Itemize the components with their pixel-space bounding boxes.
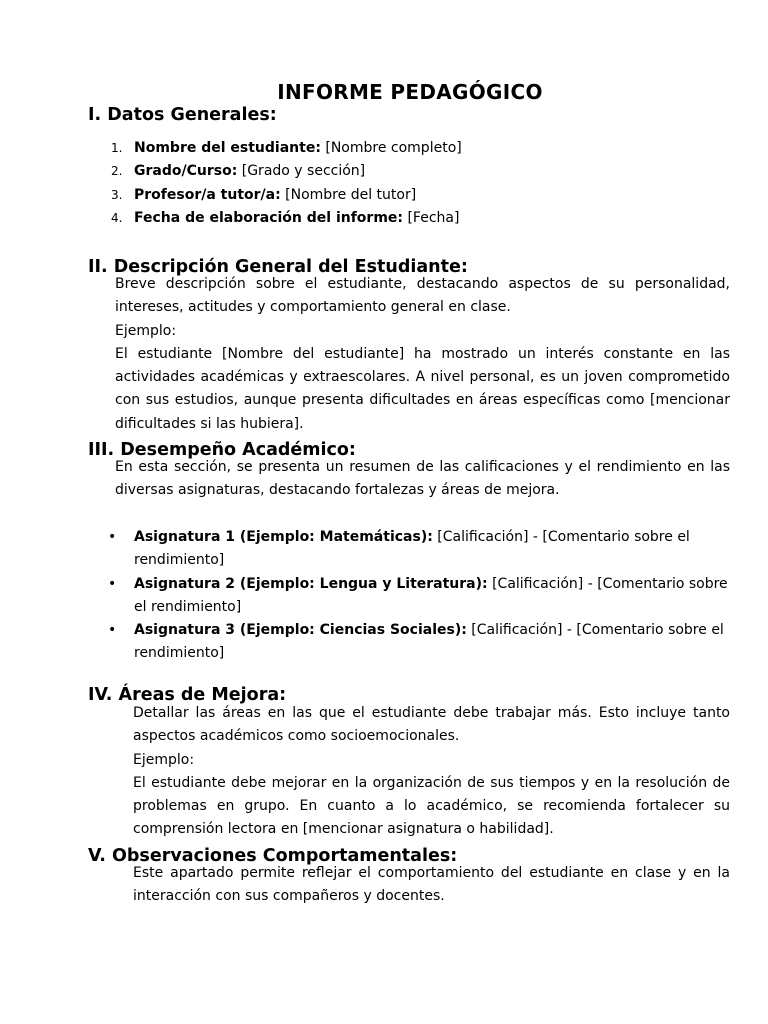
section-intro-paragraph: En esta sección, se presenta un resumen de las calificaciones y el rendimiento en las diversas asignaturas, destacando fortalezas y áreas de mejora. bbox=[115, 459, 730, 499]
bullet-icon: • bbox=[108, 529, 117, 545]
list-item bbox=[96, 526, 730, 573]
subject-value: [Calificación] - [Comentario sobre el rendimiento] bbox=[134, 622, 724, 662]
list-number: 4. bbox=[111, 210, 123, 225]
section-heading-observaciones: V. Observaciones Comportamentales: bbox=[88, 846, 458, 866]
list-item bbox=[96, 573, 730, 620]
field-label: Profesor/a tutor/a: bbox=[134, 186, 281, 203]
field-value: [Grado y sección] bbox=[237, 163, 366, 180]
bullet-icon: • bbox=[108, 575, 117, 592]
subject-label: Asignatura 1 (Ejemplo: Matemáticas): bbox=[134, 529, 433, 545]
subjects-list bbox=[96, 526, 730, 666]
field-value: [Nombre completo] bbox=[320, 140, 462, 156]
subject-value: [Calificación] - [Comentario sobre el rendimiento] bbox=[134, 529, 690, 569]
bullet-icon: • bbox=[108, 622, 117, 639]
section-heading-descripcion-general: II. Descripción General del Estudiante: bbox=[88, 257, 468, 277]
section-heading-desempeno-academico: III. Desempeño Académico: bbox=[88, 440, 356, 460]
list-number: 2. bbox=[111, 164, 123, 179]
list-item bbox=[96, 619, 730, 666]
section-heading-datos-generales: I. Datos Generales: bbox=[88, 105, 277, 125]
section-intro-paragraph: Detallar las áreas en las que el estudiante debe trabajar más. Esto incluye tanto aspectos académicos como socioemocionales. bbox=[133, 705, 730, 745]
document-title: INFORME PEDAGÓGICO bbox=[277, 80, 543, 104]
subject-value: [Calificación] - [Comentario sobre el rendimiento] bbox=[134, 575, 728, 615]
section-intro-paragraph: Este apartado permite reflejar el comportamiento del estudiante en clase y en la interacción con sus compañeros y docentes. bbox=[133, 865, 730, 905]
list-item bbox=[96, 137, 462, 160]
list-item bbox=[96, 184, 462, 207]
section-heading-areas-de-mejora: IV. Áreas de Mejora: bbox=[88, 685, 287, 705]
field-label: Grado/Curso: bbox=[134, 163, 238, 180]
section-intro-paragraph: Breve descripción sobre el estudiante, destacando aspectos de su personalidad, intereses, actitudes y comportamiento general en clase. bbox=[115, 276, 730, 316]
example-label: Ejemplo: bbox=[133, 751, 195, 768]
list-item bbox=[96, 160, 462, 183]
general-data-list bbox=[96, 137, 462, 230]
example-paragraph: El estudiante debe mejorar en la organización de sus tiempos y en la resolución de problemas en grupo. En cuanto a lo académico, se recomienda fortalecer su comprensión lectora en [mencionar asignatura o habilidad]. bbox=[133, 774, 730, 838]
subject-label: Asignatura 3 (Ejemplo: Ciencias Sociales): bbox=[134, 622, 467, 639]
field-value: [Fecha] bbox=[403, 209, 460, 226]
list-number: 3. bbox=[111, 187, 123, 202]
list-number: 1. bbox=[111, 141, 123, 155]
subject-label: Asignatura 2 (Ejemplo: Lengua y Literatura): bbox=[134, 575, 488, 592]
field-label: Nombre del estudiante: bbox=[134, 140, 321, 156]
field-label: Fecha de elaboración del informe: bbox=[134, 209, 404, 226]
field-value: [Nombre del tutor] bbox=[280, 186, 417, 203]
list-item bbox=[96, 207, 462, 230]
example-label: Ejemplo: bbox=[115, 322, 177, 339]
example-paragraph: El estudiante [Nombre del estudiante] ha mostrado un interés constante en las actividades académicas y extraescolares. A nivel personal, es un joven comprometido con sus estudios, aunque presenta dificultades en áreas específicas como [mencionar dificultades si las hubiera]. bbox=[115, 345, 730, 432]
